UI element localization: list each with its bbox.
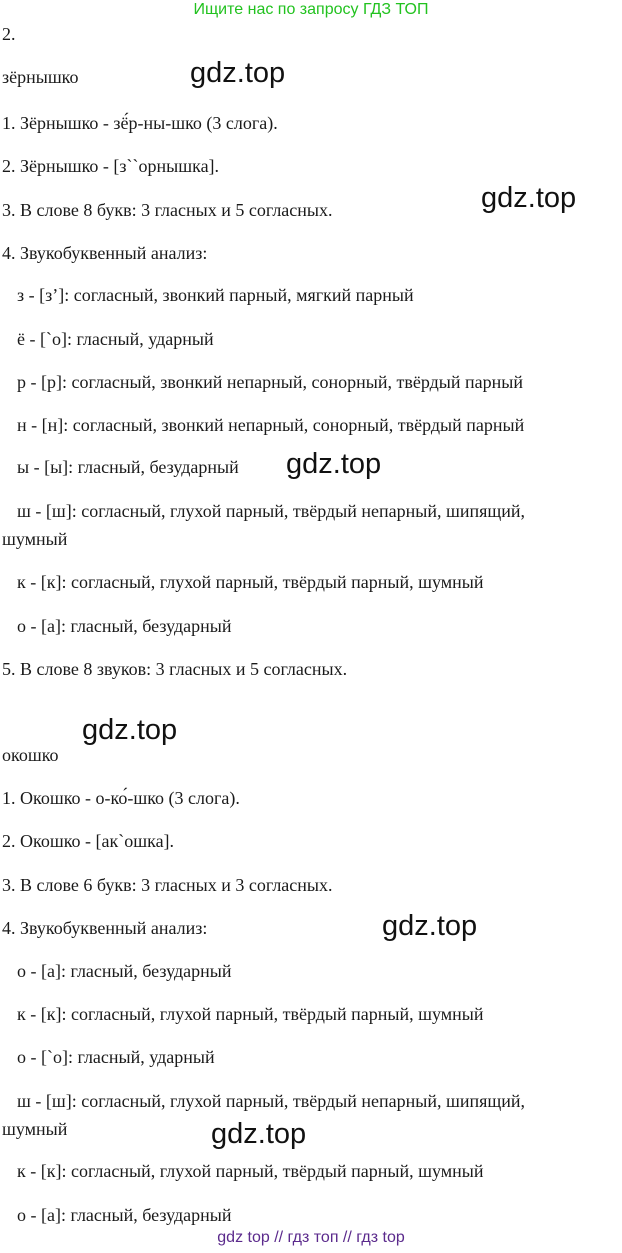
word2-letter-row: о - [а]: гласный, безударный — [17, 961, 232, 981]
watermark: gdz.top — [286, 448, 382, 480]
word1-letter-count: 3. В слове 8 букв: 3 гласных и 5 согласных. — [2, 200, 333, 220]
task-number: 2. — [2, 24, 16, 44]
watermark: gdz.top — [211, 1118, 307, 1150]
word1-letter-row: з - [з’]: согласный, звонкий парный, мягкий парный — [17, 285, 414, 305]
word2-letter-row-wrap: шумный — [2, 1119, 68, 1139]
word2-letter-row: к - [к]: согласный, глухой парный, твёрдый парный, шумный — [17, 1004, 484, 1024]
footer-links: gdz top // гдз топ // гдз top — [217, 1229, 405, 1246]
word1-letter-row: ы - [ы]: гласный, безударный — [17, 457, 239, 477]
word2-letter-row: к - [к]: согласный, глухой парный, твёрдый парный, шумный — [17, 1161, 484, 1181]
word1-letter-row: к - [к]: согласный, глухой парный, твёрдый парный, шумный — [17, 572, 484, 592]
word1-letter-row-wrap: шумный — [2, 529, 68, 549]
word1-title: зёрнышко — [2, 67, 79, 87]
watermark: gdz.top — [82, 714, 178, 746]
word2-letter-row: о - [`о]: гласный, ударный — [17, 1047, 215, 1067]
watermark: gdz.top — [382, 910, 478, 942]
search-banner: Ищите нас по запросу ГДЗ ТОП — [193, 1, 429, 18]
watermark: gdz.top — [190, 57, 286, 89]
word1-letter-row: р - [р]: согласный, звонкий непарный, сонорный, твёрдый парный — [17, 372, 523, 392]
word1-syllables: 1. Зёрнышко - зё́р-ны-шко (3 слога). — [2, 113, 278, 133]
word1-letter-row: ё - [`о]: гласный, ударный — [17, 329, 214, 349]
word1-letter-row: н - [н]: согласный, звонкий непарный, сонорный, твёрдый парный — [17, 415, 525, 435]
word2-letter-row: о - [а]: гласный, безударный — [17, 1205, 232, 1225]
word2-title: окошко — [2, 745, 59, 765]
word2-analysis-heading: 4. Звукобуквенный анализ: — [2, 918, 208, 938]
watermark: gdz.top — [481, 182, 577, 214]
word1-sound-count: 5. В слове 8 звуков: 3 гласных и 5 согласных. — [2, 659, 348, 679]
word2-letter-row: ш - [ш]: согласный, глухой парный, твёрдый непарный, шипящий, — [17, 1091, 525, 1111]
word1-letter-row: ш - [ш]: согласный, глухой парный, твёрдый непарный, шипящий, — [17, 501, 525, 521]
word1-letter-row: о - [а]: гласный, безударный — [17, 616, 232, 636]
word1-analysis-heading: 4. Звукобуквенный анализ: — [2, 243, 208, 263]
word2-syllables: 1. Окошко - о-ко́-шко (3 слога). — [2, 788, 240, 808]
word2-transcription: 2. Окошко - [ак`ошка]. — [2, 831, 175, 851]
word1-transcription: 2. Зёрнышко - [з``орнышка]. — [2, 156, 220, 176]
word2-letter-count: 3. В слове 6 букв: 3 гласных и 3 согласных. — [2, 875, 333, 895]
